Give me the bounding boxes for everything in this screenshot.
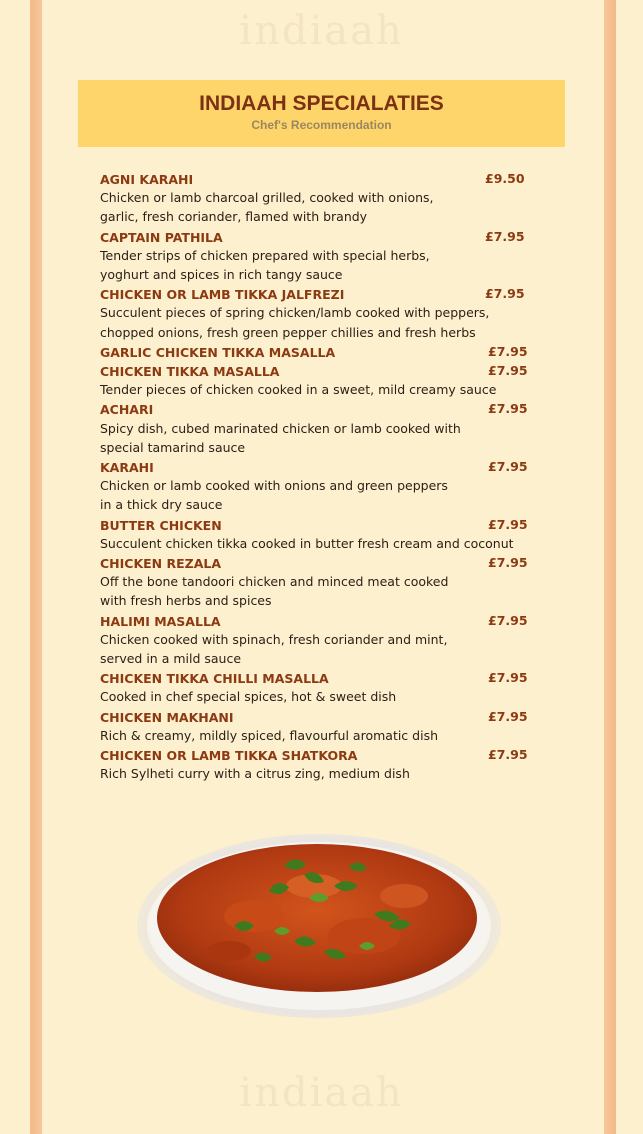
menu-item-name: BUTTER CHICKEN xyxy=(100,517,222,533)
right-border-stripe xyxy=(604,0,616,1134)
menu-item xyxy=(100,399,530,457)
menu-item-price: £7.95 xyxy=(488,708,528,724)
menu-item-header xyxy=(100,457,530,476)
menu-item-description: Succulent chicken tikka cooked in butter fresh cream and coconut xyxy=(100,535,514,551)
curry-dish-image xyxy=(134,826,504,1026)
menu-item-name: CHICKEN OR LAMB TIKKA JALFREZI xyxy=(100,287,345,303)
logo-watermark-bottom: indiaah xyxy=(239,1070,404,1116)
menu-item-description: Tender pieces of chicken cooked in a sweet, mild creamy sauce xyxy=(100,382,497,398)
menu-item-description: Tender strips of chicken prepared with special herbs, yoghurt and spices in rich tangy sauce xyxy=(100,247,430,282)
menu-item-price: £7.95 xyxy=(488,343,528,359)
menu-item-header xyxy=(100,611,530,630)
menu-item-header xyxy=(100,342,530,361)
menu-item-header xyxy=(100,284,530,303)
menu-item-name: CAPTAIN PATHILA xyxy=(100,229,223,245)
left-border-stripe xyxy=(30,0,42,1134)
menu-item-name: CHICKEN MAKHANI xyxy=(100,709,234,725)
menu-item xyxy=(100,361,530,399)
menu-item-description: Rich & creamy, mildly spiced, flavourful aromatic dish xyxy=(100,727,439,743)
menu-item-price: £7.95 xyxy=(488,516,528,532)
menu-item-name: CHICKEN REZALA xyxy=(100,555,222,571)
menu-item-header xyxy=(100,361,530,380)
logo-watermark-top: indiaah xyxy=(239,8,404,54)
page-title: INDIAAH SPECIALATIES xyxy=(199,92,444,115)
menu-item-header xyxy=(100,707,530,726)
menu-item xyxy=(100,745,530,783)
menu-item xyxy=(100,668,530,706)
menu-item-price: £9.50 xyxy=(485,171,525,186)
menu-item xyxy=(100,611,530,669)
menu-item-price: £7.95 xyxy=(488,458,528,474)
menu-item-description: Succulent pieces of spring chicken/lamb cooked with peppers, chopped onions, fresh green pepper chillies and fresh herbs xyxy=(100,305,490,340)
menu-item-header xyxy=(100,169,530,188)
menu-item-price: £7.95 xyxy=(488,401,528,417)
menu-item-name: CHICKEN TIKKA MASALLA xyxy=(100,363,280,379)
header-banner xyxy=(78,80,565,147)
menu-item-header xyxy=(100,553,530,572)
menu-item-price: £7.95 xyxy=(488,612,528,628)
menu-item-price: £7.95 xyxy=(485,228,525,244)
menu-item-price: £7.95 xyxy=(485,286,525,302)
menu-item-name: CHICKEN OR LAMB TIKKA SHATKORA xyxy=(100,747,358,763)
menu-item-description: Rich Sylheti curry with a citrus zing, medium dish xyxy=(100,766,410,782)
menu-item xyxy=(100,169,530,227)
menu-list xyxy=(100,169,530,783)
menu-item xyxy=(100,457,530,515)
menu-item-description: Cooked in chef special spices, hot & sweet dish xyxy=(100,689,397,705)
menu-item xyxy=(100,707,530,745)
menu-item-price: £7.95 xyxy=(488,746,528,762)
menu-item xyxy=(100,227,530,285)
menu-item xyxy=(100,515,530,553)
menu-item xyxy=(100,553,530,611)
menu-item-header xyxy=(100,399,530,418)
menu-item-name: AGNI KARAHI xyxy=(100,172,194,187)
menu-item-description: Chicken cooked with spinach, fresh coriander and mint, served in a mild sauce xyxy=(100,631,448,666)
menu-item xyxy=(100,284,530,342)
menu-item-price: £7.95 xyxy=(488,554,528,570)
menu-item-name: GARLIC CHICKEN TIKKA MASALLA xyxy=(100,344,336,360)
menu-item-price: £7.95 xyxy=(488,670,528,686)
menu-item-description: Chicken or lamb charcoal grilled, cooked with onions, garlic, fresh coriander, flamed with brandy xyxy=(100,190,434,225)
menu-item-description: Off the bone tandoori chicken and minced meat cooked with fresh herbs and spices xyxy=(100,574,449,609)
page-subtitle: Chef's Recommendation xyxy=(251,118,392,132)
menu-item-name: CHICKEN TIKKA CHILLI MASALLA xyxy=(100,671,329,687)
menu-item-description: Spicy dish, cubed marinated chicken or lamb cooked with special tamarind sauce xyxy=(100,420,461,455)
menu-item-header xyxy=(100,515,530,534)
menu-item-header xyxy=(100,745,530,764)
menu-item xyxy=(100,342,530,361)
menu-item-name: KARAHI xyxy=(100,459,154,475)
menu-item-description: Chicken or lamb cooked with onions and green peppers in a thick dry sauce xyxy=(100,478,448,513)
menu-item-name: HALIMI MASALLA xyxy=(100,613,221,629)
menu-item-header xyxy=(100,227,530,246)
menu-item-name: ACHARI xyxy=(100,402,154,418)
menu-item-price: £7.95 xyxy=(488,362,528,378)
menu-item-header xyxy=(100,668,530,687)
